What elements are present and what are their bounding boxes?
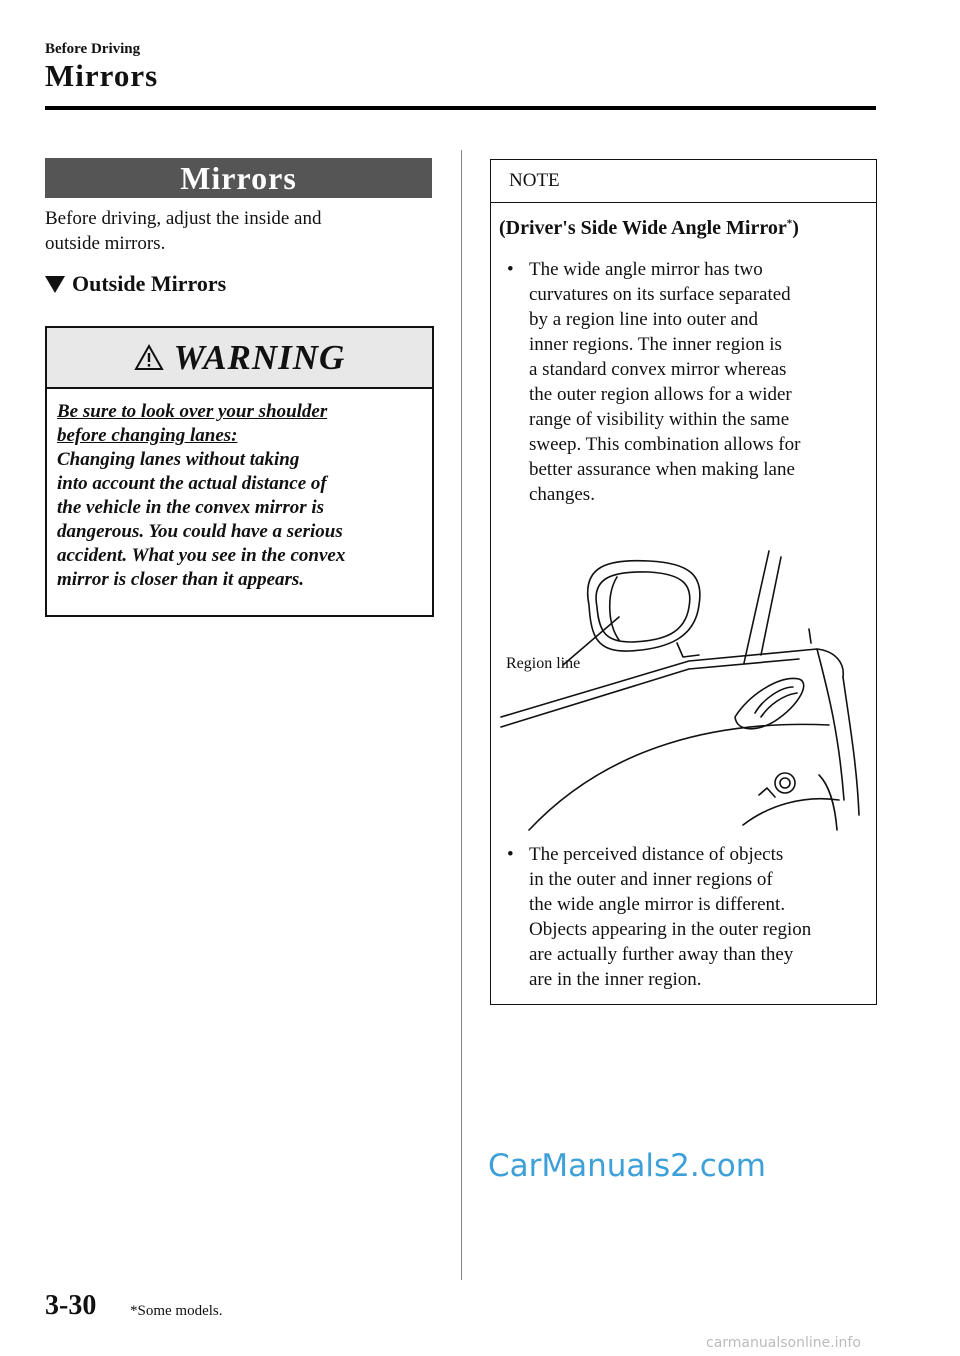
warning-text-line: accident. What you see in the convex — [57, 545, 346, 566]
note-header — [491, 160, 876, 203]
bullet-dot: • — [507, 259, 514, 280]
warning-lead-line: before changing lanes: — [57, 425, 238, 446]
subheading-text: Outside Mirrors — [72, 271, 227, 296]
bullet-line: the outer region allows for a wider — [529, 384, 792, 405]
note-subtitle-close: ) — [792, 217, 799, 239]
note-subtitle-text: (Driver's Side Wide Angle Mirror — [499, 217, 787, 239]
bullet-line: curvatures on its surface separated — [529, 284, 791, 305]
intro-line: Before driving, adjust the inside and — [45, 208, 322, 229]
note-title: NOTE — [509, 170, 560, 191]
intro-paragraph — [45, 206, 435, 256]
section-banner: Mirrors — [45, 158, 432, 198]
warning-text-line: Changing lanes without taking — [57, 449, 300, 470]
page-number: 3-30 — [45, 1290, 97, 1321]
bullet-line: the wide angle mirror is different. — [529, 894, 786, 915]
bullet-line: in the outer and inner regions of — [529, 869, 773, 890]
bullet-line: are in the inner region. — [529, 969, 702, 990]
bullet-line: a standard convex mirror whereas — [529, 359, 787, 380]
subheading-outside-mirrors — [45, 271, 226, 297]
bullet-dot: • — [507, 844, 514, 865]
section-label: Before Driving — [45, 41, 141, 57]
intro-line: outside mirrors. — [45, 233, 166, 254]
warning-text-line: mirror is closer than it appears. — [57, 569, 305, 590]
bullet-line: changes. — [529, 484, 595, 505]
triangle-down-icon — [45, 276, 65, 293]
bullet-line: range of visibility within the same — [529, 409, 790, 430]
note-box — [490, 159, 877, 1005]
warning-text-line: the vehicle in the convex mirror is — [57, 497, 325, 518]
footnote: *Some models. — [130, 1303, 223, 1319]
bullet-line: better assurance when making lane — [529, 459, 795, 480]
bullet-line: inner regions. The inner region is — [529, 334, 782, 355]
warning-body — [57, 400, 427, 592]
column-divider — [461, 150, 462, 1280]
warning-triangle-icon — [134, 344, 164, 371]
side-mirror-illustration — [499, 545, 869, 835]
note-subtitle — [499, 217, 799, 240]
bullet-item — [507, 257, 867, 507]
watermark-primary: CarManuals2.com — [488, 1148, 766, 1184]
warning-text-line: into account the actual distance of — [57, 473, 327, 494]
bullet-item — [507, 842, 867, 992]
bullet-line: are actually further away than they — [529, 944, 794, 965]
warning-title: WARNING — [173, 337, 346, 377]
bullet-line: The perceived distance of objects — [529, 844, 784, 865]
bullet-line: The wide angle mirror has two — [529, 259, 763, 280]
warning-box — [45, 326, 434, 617]
bullet-line: sweep. This combination allows for — [529, 434, 801, 455]
bullet-line: by a region line into outer and — [529, 309, 758, 330]
chapter-title: Mirrors — [45, 58, 159, 93]
bullet-line: Objects appearing in the outer region — [529, 919, 812, 940]
some-models-mark: * — [786, 217, 793, 230]
warning-header — [47, 328, 432, 389]
watermark-secondary: carmanualsonline.info — [706, 1335, 861, 1351]
header-rule — [45, 106, 876, 110]
region-line-label: Region line — [506, 655, 581, 672]
warning-text-line: dangerous. You could have a serious — [57, 521, 343, 542]
warning-lead-line: Be sure to look over your shoulder — [57, 401, 328, 422]
